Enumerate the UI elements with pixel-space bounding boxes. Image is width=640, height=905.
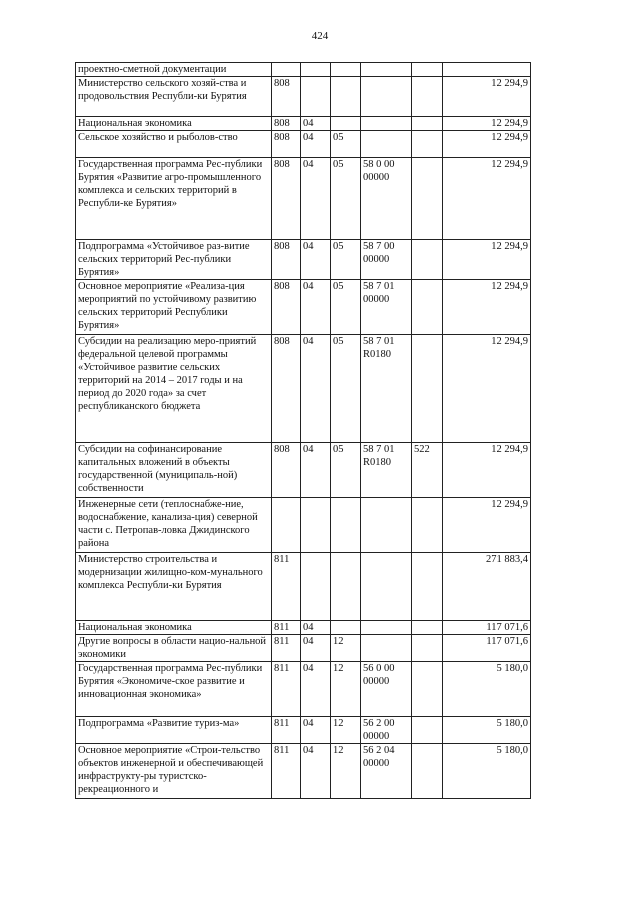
section-code: 04	[301, 662, 331, 717]
expense-type-code	[412, 498, 443, 553]
ved-code: 811	[272, 635, 301, 662]
amount: 12 294,9	[443, 443, 531, 498]
expense-type-code	[412, 717, 443, 744]
table-row	[76, 717, 531, 744]
target-article-code	[361, 63, 412, 77]
amount: 12 294,9	[443, 240, 531, 280]
section-code: 04	[301, 240, 331, 280]
table-row	[76, 158, 531, 240]
row-name: Подпрограмма «Устойчивое раз-витие сельских территорий Рес-публики Бурятия»	[76, 240, 272, 280]
amount: 5 180,0	[443, 744, 531, 799]
row-name: Инженерные сети (теплоснабже-ние, водоснабжение, канализа-ция) северной части с. Петропав-ловка Джидинского района	[76, 498, 272, 553]
subsection-code	[331, 117, 361, 131]
ved-code: 811	[272, 744, 301, 799]
amount: 12 294,9	[443, 498, 531, 553]
ved-code: 808	[272, 280, 301, 335]
section-code: 04	[301, 335, 331, 443]
amount: 12 294,9	[443, 335, 531, 443]
ved-code	[272, 498, 301, 553]
amount: 117 071,6	[443, 621, 531, 635]
subsection-code	[331, 621, 361, 635]
table-row	[76, 77, 531, 117]
amount: 12 294,9	[443, 280, 531, 335]
subsection-code: 05	[331, 158, 361, 240]
expense-type-code	[412, 621, 443, 635]
expense-type-code	[412, 117, 443, 131]
target-article-code: 58 0 00 00000	[361, 158, 412, 240]
subsection-code: 12	[331, 662, 361, 717]
section-code: 04	[301, 280, 331, 335]
target-article-code	[361, 117, 412, 131]
ved-code: 811	[272, 662, 301, 717]
amount: 12 294,9	[443, 117, 531, 131]
table-row	[76, 744, 531, 799]
target-article-code: 56 0 00 00000	[361, 662, 412, 717]
ved-code: 808	[272, 335, 301, 443]
ved-code: 808	[272, 443, 301, 498]
row-name: Субсидии на реализацию меро-приятий федеральной целевой программы «Устойчивое развитие сельских территорий на 2014 – 2017 годы и на период до 2020 года» за счет республиканского бюджета	[76, 335, 272, 443]
target-article-code	[361, 131, 412, 158]
target-article-code: 58 7 01 R0180	[361, 335, 412, 443]
subsection-code: 05	[331, 131, 361, 158]
target-article-code	[361, 77, 412, 117]
ved-code: 808	[272, 158, 301, 240]
amount: 117 071,6	[443, 635, 531, 662]
expense-type-code	[412, 63, 443, 77]
ved-code: 811	[272, 553, 301, 621]
subsection-code: 12	[331, 744, 361, 799]
ved-code: 808	[272, 131, 301, 158]
section-code	[301, 498, 331, 553]
expense-type-code	[412, 335, 443, 443]
ved-code	[272, 63, 301, 77]
subsection-code: 05	[331, 335, 361, 443]
row-name: Национальная экономика	[76, 621, 272, 635]
table-row	[76, 335, 531, 443]
row-name: проектно-сметной документации	[76, 63, 272, 77]
subsection-code: 12	[331, 635, 361, 662]
expense-type-code: 522	[412, 443, 443, 498]
expense-type-code	[412, 158, 443, 240]
amount: 12 294,9	[443, 158, 531, 240]
expense-type-code	[412, 662, 443, 717]
subsection-code: 05	[331, 443, 361, 498]
ved-code: 808	[272, 240, 301, 280]
page-number: 424	[311, 30, 329, 42]
table-row	[76, 117, 531, 131]
expense-type-code	[412, 77, 443, 117]
table-row	[76, 443, 531, 498]
row-name: Национальная экономика	[76, 117, 272, 131]
section-code: 04	[301, 717, 331, 744]
table-row	[76, 621, 531, 635]
amount: 5 180,0	[443, 717, 531, 744]
target-article-code: 58 7 01 00000	[361, 280, 412, 335]
budget-table-body	[76, 63, 531, 799]
amount: 271 883,4	[443, 553, 531, 621]
table-row	[76, 635, 531, 662]
expense-type-code	[412, 744, 443, 799]
row-name: Другие вопросы в области нацио-нальной экономики	[76, 635, 272, 662]
amount	[443, 63, 531, 77]
table-row	[76, 63, 531, 77]
amount: 5 180,0	[443, 662, 531, 717]
row-name: Субсидии на софинансирование капитальных вложений в объекты государственной (муниципаль-ной) собственности	[76, 443, 272, 498]
table-row	[76, 240, 531, 280]
subsection-code: 05	[331, 280, 361, 335]
amount: 12 294,9	[443, 77, 531, 117]
target-article-code	[361, 635, 412, 662]
target-article-code	[361, 498, 412, 553]
target-article-code: 56 2 00 00000	[361, 717, 412, 744]
table-row	[76, 553, 531, 621]
section-code: 04	[301, 131, 331, 158]
expense-type-code	[412, 280, 443, 335]
expense-type-code	[412, 553, 443, 621]
target-article-code	[361, 621, 412, 635]
subsection-code	[331, 498, 361, 553]
ved-code: 811	[272, 621, 301, 635]
section-code: 04	[301, 621, 331, 635]
table-row	[76, 280, 531, 335]
row-name: Государственная программа Рес-публики Бурятия «Экономиче-ское развитие и инновационная экономика»	[76, 662, 272, 717]
ved-code: 808	[272, 117, 301, 131]
section-code	[301, 63, 331, 77]
target-article-code: 58 7 01 R0180	[361, 443, 412, 498]
ved-code: 811	[272, 717, 301, 744]
section-code: 04	[301, 744, 331, 799]
amount: 12 294,9	[443, 131, 531, 158]
section-code	[301, 77, 331, 117]
ved-code: 808	[272, 77, 301, 117]
target-article-code: 58 7 00 00000	[361, 240, 412, 280]
section-code: 04	[301, 158, 331, 240]
table-row	[76, 131, 531, 158]
section-code	[301, 553, 331, 621]
row-name: Сельское хозяйство и рыболов-ство	[76, 131, 272, 158]
row-name: Государственная программа Рес-публики Бурятия «Развитие агро-промышленного комплекса и сельских территорий в Республи-ке Бурятия»	[76, 158, 272, 240]
target-article-code	[361, 553, 412, 621]
row-name: Основное мероприятие «Строи-тельство объектов инженерной и обеспечивающей инфраструкту-ры туристско-рекреационного и	[76, 744, 272, 799]
subsection-code	[331, 77, 361, 117]
section-code: 04	[301, 117, 331, 131]
subsection-code: 05	[331, 240, 361, 280]
row-name: Основное мероприятие «Реализа-ция мероприятий по устойчивому развитию сельских территорий Республики Бурятия»	[76, 280, 272, 335]
budget-table	[75, 62, 531, 799]
section-code: 04	[301, 635, 331, 662]
row-name: Подпрограмма «Развитие туриз-ма»	[76, 717, 272, 744]
expense-type-code	[412, 131, 443, 158]
subsection-code	[331, 63, 361, 77]
table-row	[76, 662, 531, 717]
target-article-code: 56 2 04 00000	[361, 744, 412, 799]
subsection-code	[331, 553, 361, 621]
row-name: Министерство строительства и модернизации жилищно-ком-мунального комплекса Республи-ки Бурятия	[76, 553, 272, 621]
row-name: Министерство сельского хозяй-ства и продовольствия Республи-ки Бурятия	[76, 77, 272, 117]
section-code: 04	[301, 443, 331, 498]
expense-type-code	[412, 240, 443, 280]
table-row	[76, 498, 531, 553]
subsection-code: 12	[331, 717, 361, 744]
expense-type-code	[412, 635, 443, 662]
